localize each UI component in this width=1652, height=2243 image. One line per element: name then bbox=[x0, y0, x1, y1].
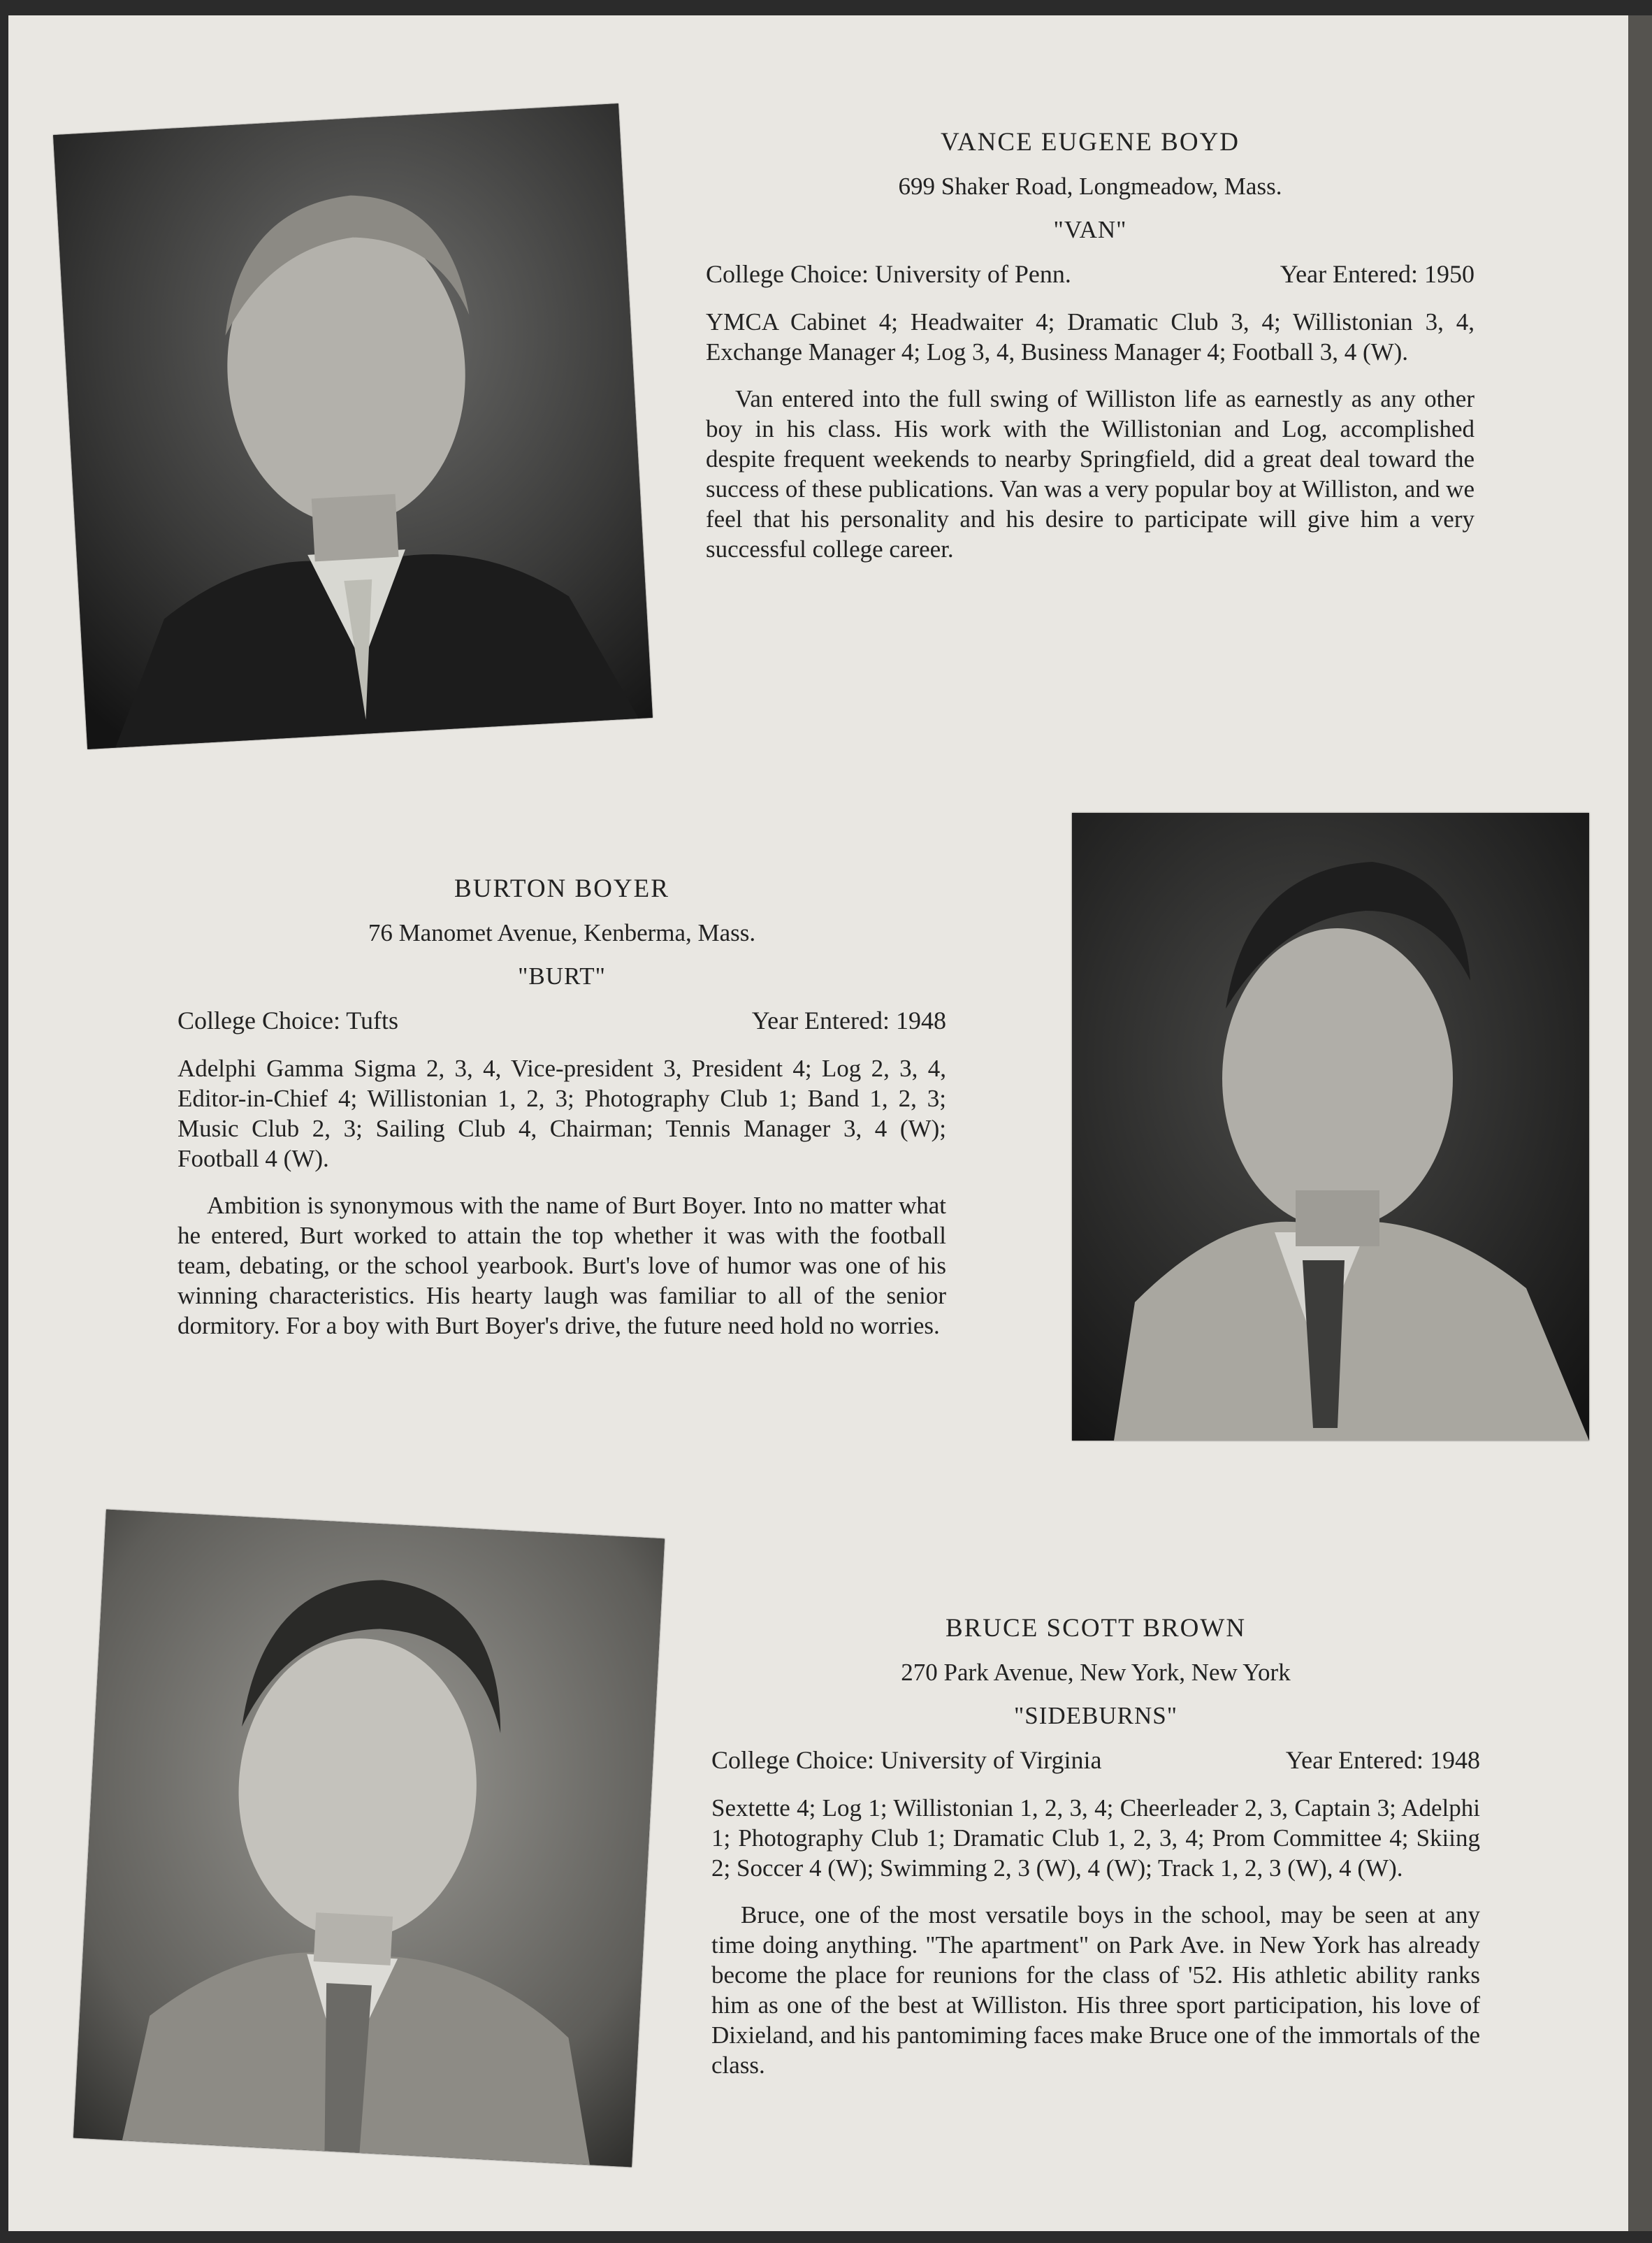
student-entry-brown bbox=[711, 1613, 1480, 2080]
year-entered: Year Entered: 1950 bbox=[1280, 260, 1475, 288]
student-address: 270 Park Avenue, New York, New York bbox=[901, 1659, 1291, 1686]
activities-list: Sextette 4; Log 1; Willistonian 1, 2, 3, 4; Cheerleader 2, 3, Captain 3; Adelphi 1; Photography Club 1; Dramatic Club 1, 2, 3, 4; Prom Committee 4; Skiing 2; Soccer 4 (W); Swimming 2, 3 (W), 4 (W); Track 1, 2, 3 (W), 4 (W). bbox=[711, 1794, 1480, 1882]
college-choice: College Choice: Tufts bbox=[177, 1007, 399, 1034]
student-bio: Ambition is synonymous with the name of Burt Boyer. Into no matter what he entered, Burt worked to attain the top whether it was with the football team, debating, or the school yearbook. Burt's love of humor was one of his winning characteristics. His hearty laugh was familiar to all of the senior dormitory. For a boy with Burt Boyer's drive, the future need hold no worries. bbox=[177, 1192, 946, 1339]
student-entry-boyd bbox=[706, 127, 1475, 564]
student-address: 76 Manomet Avenue, Kenberma, Mass. bbox=[368, 919, 756, 946]
choice-row bbox=[177, 1006, 946, 1035]
page-edge bbox=[1628, 15, 1652, 2231]
portrait-photo-boyd bbox=[53, 103, 653, 749]
year-entered: Year Entered: 1948 bbox=[751, 1007, 946, 1034]
student-nickname: "VAN" bbox=[1053, 216, 1127, 243]
student-nickname: "SIDEBURNS" bbox=[1013, 1702, 1178, 1729]
college-choice: College Choice: University of Virginia bbox=[711, 1746, 1102, 1774]
choice-row bbox=[706, 259, 1475, 289]
portrait-photo-brown bbox=[73, 1510, 665, 2168]
activities-list: Adelphi Gamma Sigma 2, 3, 4, Vice-president 3, President 4; Log 2, 3, 4, Editor-in-Chief 4; Willistonian 1, 2, 3; Photography Club 1; Band 1, 2, 3; Music Club 2, 3; Sailing Club 4, Chairman; Tennis Manager 3, 4 (W); Football 4 (W). bbox=[177, 1055, 946, 1172]
student-bio: Van entered into the full swing of Williston life as earnestly as any other boy in his class. His work with the Willistonian and Log, accomplished despite frequent weekends to nearby Springfield, did a great deal toward the success of these publications. Van was a very popular boy at Williston, and we feel that his personality and his desire to participate will give him a very successful college career. bbox=[706, 385, 1475, 563]
student-name: BRUCE SCOTT BROWN bbox=[945, 1614, 1247, 1643]
portrait-photo-boyer bbox=[1072, 813, 1589, 1441]
choice-row bbox=[711, 1745, 1480, 1775]
student-name: BURTON BOYER bbox=[454, 874, 669, 903]
college-choice: College Choice: University of Penn. bbox=[706, 260, 1071, 288]
student-name: VANCE EUGENE BOYD bbox=[941, 128, 1240, 157]
student-bio: Bruce, one of the most versatile boys in the school, may be seen at any time doing anything. "The apartment" on Park Ave. in New York has already become the place for reunions for the class of '52. His athletic ability ranks him as one of the best at Williston. His three sport participation, his love of Dixieland, and his pantomiming faces make Bruce one of the immortals of the class. bbox=[711, 1901, 1480, 2079]
year-entered: Year Entered: 1948 bbox=[1285, 1746, 1480, 1774]
student-nickname: "BURT" bbox=[518, 962, 606, 990]
student-address: 699 Shaker Road, Longmeadow, Mass. bbox=[898, 173, 1282, 200]
activities-list: YMCA Cabinet 4; Headwaiter 4; Dramatic Club 3, 4; Willistonian 3, 4, Exchange Manager 4; Log 3, 4, Business Manager 4; Football 3, 4 (W). bbox=[706, 308, 1475, 366]
student-entry-boyer bbox=[177, 874, 946, 1341]
